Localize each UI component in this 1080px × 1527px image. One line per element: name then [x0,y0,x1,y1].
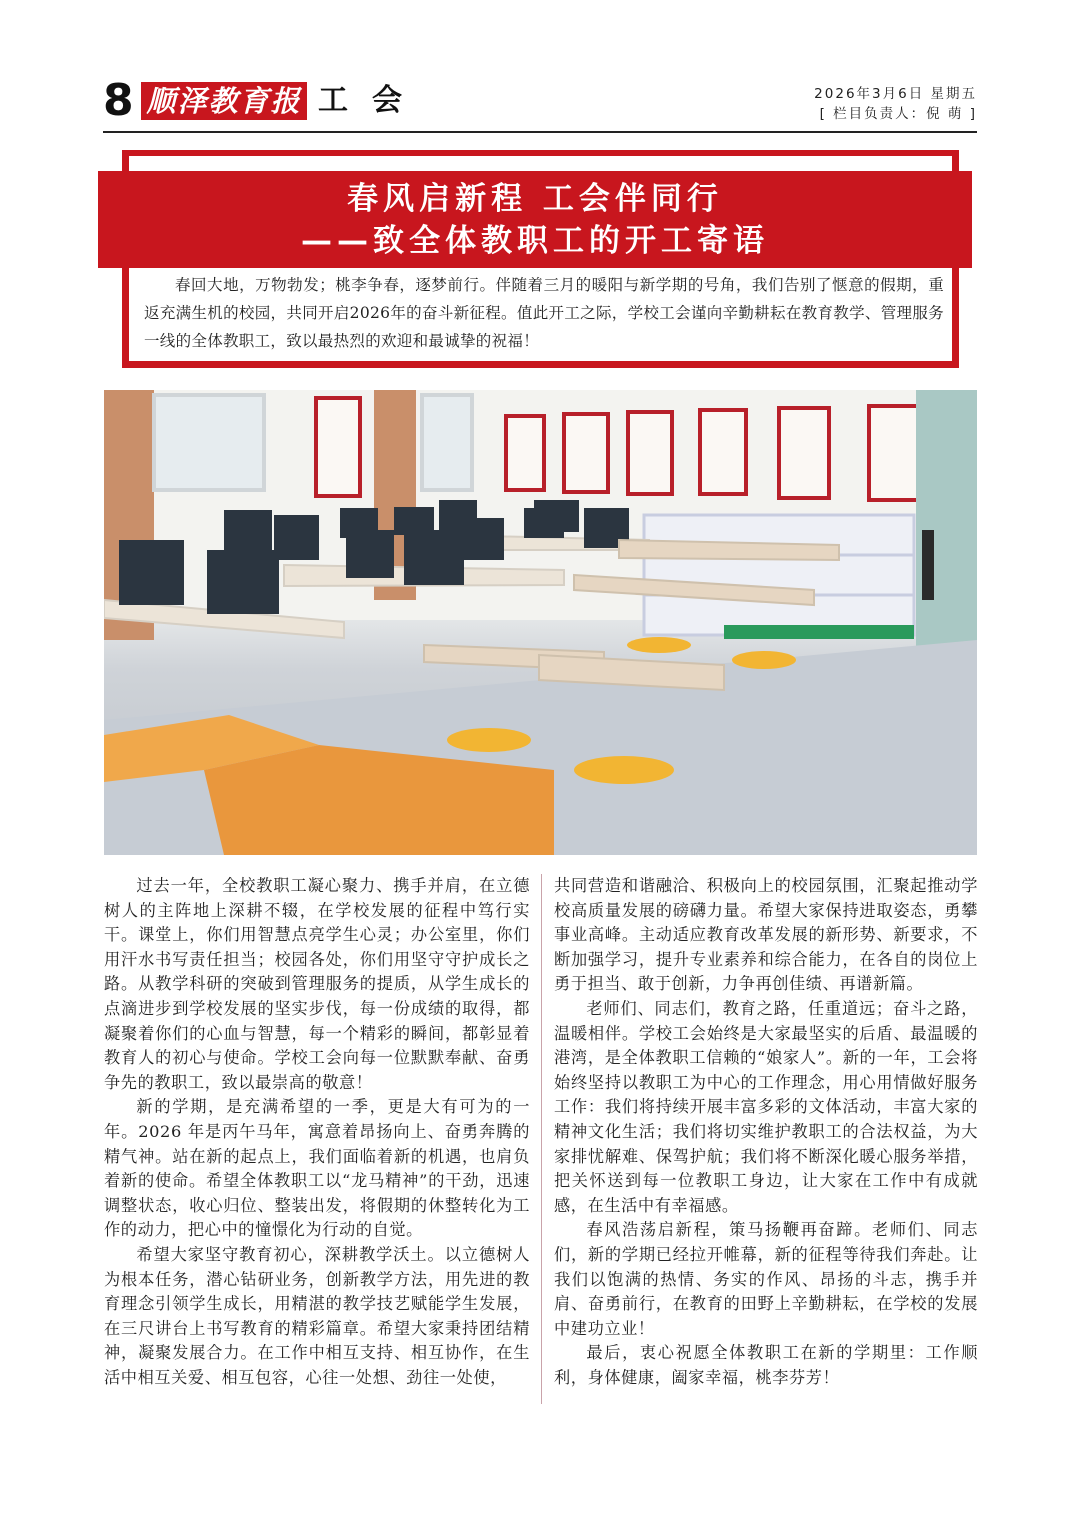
article-column-left [104,874,530,1390]
intro-paragraph: 春回大地，万物勃发；桃李争春，逐梦前行。伴随着三月的暖阳与新学期的号角，我们告别了惬意的假期，重返充满生机的校园，共同开启2026年的奋斗新征程。值此开工之际，学校工会谨向辛勤耕耘在教育教学、管理服务一线的全体教职工，致以最热烈的欢迎和最诚挚的祝福！ [144,276,944,350]
classroom-photo [104,390,977,855]
article-column-right [554,874,978,1390]
section-name: 工会 [318,83,426,118]
column-editor: [ 栏目负责人：倪 萌 ] [819,106,977,122]
body-paragraph: 新的学期，是充满希望的一季，更是大有可为的一年。2026 年是丙午马年，寓意着昂扬向上、奋勇奔腾的精气神。站在新的起点上，我们面临着新的机遇，也肩负着新的使命。希望全体教职工以“龙马精神”的干劲，迅速调整状态，收心归位、整装出发，将假期的休整转化为工作的动力，把心中的憧憬化为行动的自觉。 [104,1097,530,1240]
headline-band [98,171,972,268]
body-paragraph: 最后，衷心祝愿全体教职工在新的学期里：工作顺利，身体健康，阖家幸福，桃李芬芳！ [554,1343,978,1387]
classroom-photo-illustration [104,390,977,855]
issue-date: 2026年3月6日 星期五 [814,86,977,102]
body-paragraph: 老师们、同志们，教育之路，任重道远；奋斗之路，温暖相伴。学校工会始终是大家最坚实的后盾、最温暖的港湾，是全体教职工信赖的“娘家人”。新的一年，工会将始终坚持以教职工为中心的工作理念，用心用情做好服务工作：我们将持续开展丰富多彩的文体活动，丰富大家的精神文化生活；我们将切实维护教职工的合法权益，为大家排忧解难、保驾护航；我们将不断深化暖心服务举措，把关怀送到每一位教职工身边，让大家在工作中有成就感，在生活中有幸福感。 [554,998,978,1215]
page-number: 8 [103,75,134,126]
body-paragraph: 过去一年，全校教职工凝心聚力、携手并肩，在立德树人的主阵地上深耕不辍，在学校发展的征程中笃行实干。课堂上，你们用智慧点亮学生心灵；办公室里，你们用汗水书写责任担当；校园各处，你们用坚守守护成长之路。从教学科研的突破到管理服务的提质，从学生成长的点滴进步到学校发展的坚实步伐，每一份成绩的取得，都凝聚着你们的心血与智慧，每一个精彩的瞬间，都彰显着教育人的初心与使命。学校工会向每一位默默奉献、奋勇争先的教职工，致以最崇高的敬意！ [104,876,530,1092]
body-paragraph-continued: 共同营造和谐融洽、积极向上的校园氛围，汇聚起推动学校高质量发展的磅礴力量。希望大家保持进取姿态，勇攀事业高峰。主动适应教育改革发展的新形势、新要求，不断加强学习，提升专业素养和综合能力，在各自的岗位上勇于担当、敢于创新，力争再创佳绩、再谱新篇。 [554,876,978,994]
newspaper-masthead: 顺泽教育报 [141,82,307,120]
headline-title: 春风启新程 工会伴同行 [347,181,723,217]
body-paragraph: 春风浩荡启新程，策马扬鞭再奋蹄。老师们、同志们，新的学期已经拉开帷幕，新的征程等待我们奔赴。让我们以饱满的热情、务实的作风、昂扬的斗志，携手并肩、奋勇前行，在教育的田野上辛勤耕耘，在学校的发展中建功立业！ [554,1220,978,1338]
header-rule [103,131,977,133]
headline-subtitle: ——致全体教职工的开工寄语 [301,223,769,259]
body-paragraph: 希望大家坚守教育初心，深耕教学沃土。以立德树人为根本任务，潜心钻研业务，创新教学方法，用先进的教育理念引领学生成长，用精湛的教学技艺赋能学生发展，在三尺讲台上书写教育的精彩篇章。希望大家秉持团结精神，凝聚发展合力。在工作中相互支持、相互协作，在生活中相互关爱、相互包容，心往一处想、劲往一处使， [104,1244,530,1387]
column-divider [541,874,542,1404]
